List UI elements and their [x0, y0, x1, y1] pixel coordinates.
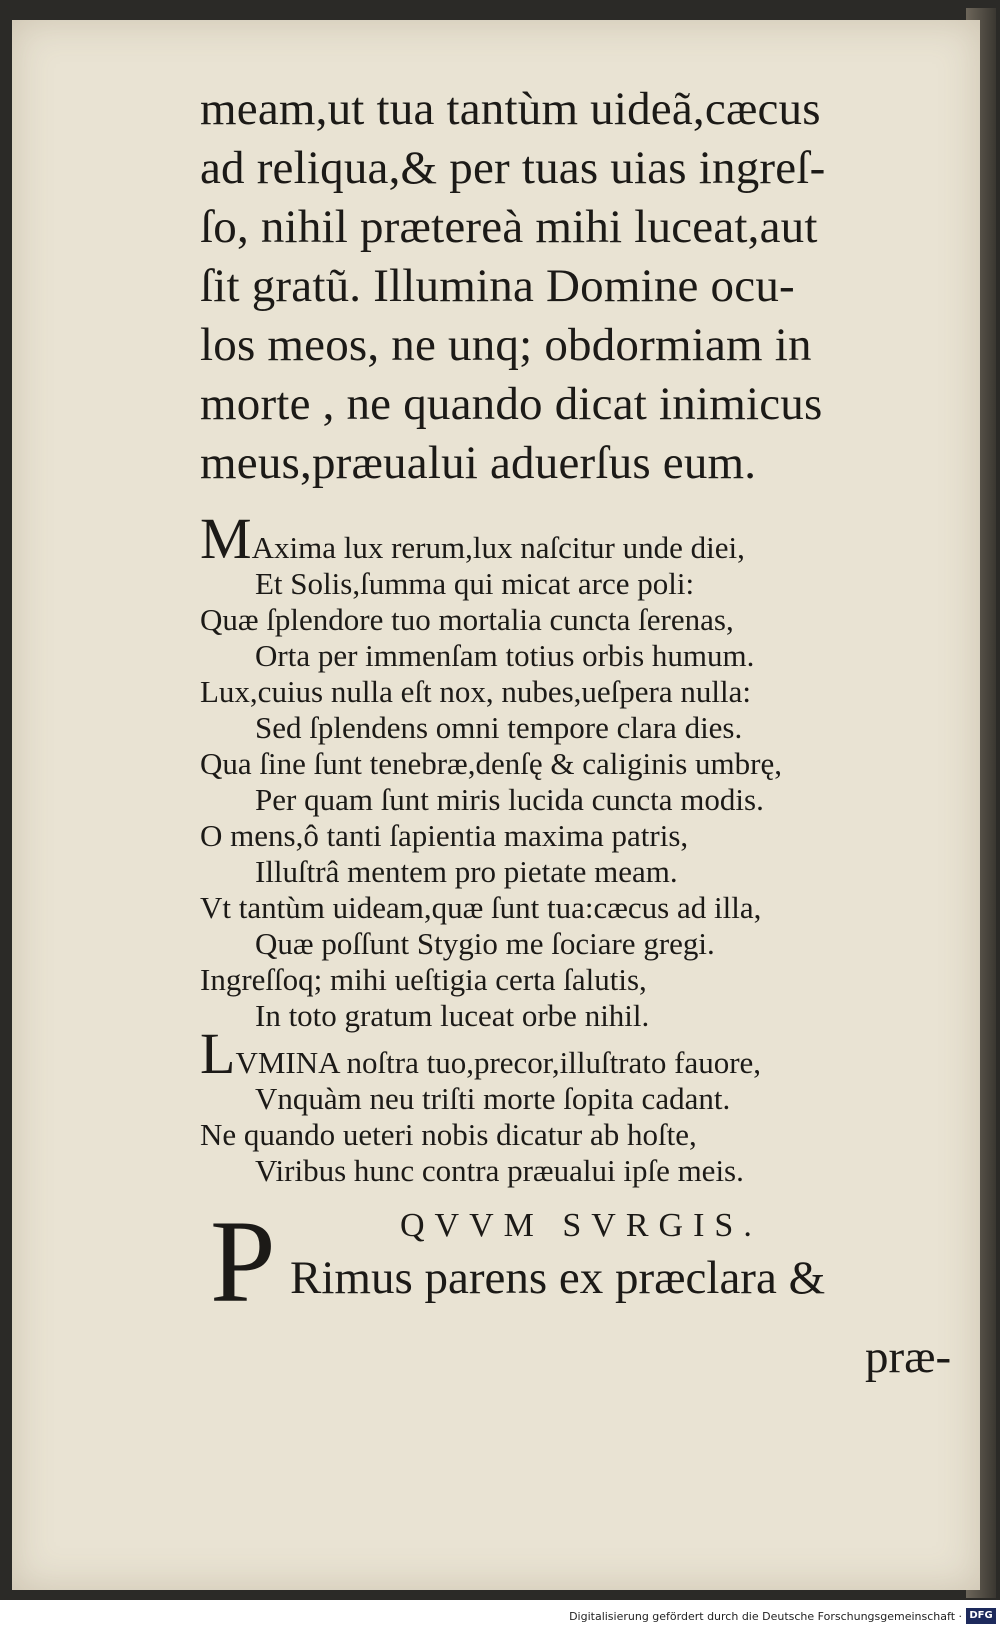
decorated-initial: P — [210, 1196, 276, 1327]
verse-line: Illuſtrâ mentem pro pietate meam. — [255, 854, 678, 889]
verse-line: Quæ ſplendore tuo mortalia cuncta ſerenas, — [200, 602, 734, 637]
verse-line: Ingreſſoq; mihi ueſtigia certa ſalutis, — [200, 962, 647, 997]
section-heading: QVVM SVRGIS. — [400, 1207, 762, 1244]
verse-line: Orta per immenſam totius orbis humum. — [255, 638, 755, 673]
verse-line: Vnquàm neu triſti morte ſopita cadant. — [255, 1081, 731, 1116]
verse-text: Axima lux rerum,lux naſcitur unde diei, — [251, 530, 745, 565]
verse-line: Quæ poſſunt Stygio me ſociare gregi. — [255, 926, 715, 961]
verse-line: Viribus hunc contra præualui ipſe meis. — [255, 1153, 744, 1188]
verse-line — [200, 1021, 970, 1086]
prose-line: ad reliqua,& per tuas uias ingreſ- — [200, 142, 826, 194]
verse-stanza-1 — [200, 506, 970, 1189]
verse-line: Vt tantùm uideam,quæ ſunt tua:cæcus ad illa, — [200, 890, 762, 925]
verse-line: Et Solis,ſumma qui micat arce poli: — [255, 566, 695, 601]
drop-cap: L — [200, 1021, 236, 1086]
verse-line — [200, 506, 970, 571]
verse-line: Per quam ſunt miris lucida cuncta modis. — [255, 782, 764, 817]
prose-line: ſo, nihil prætereà mihi luceat,aut — [200, 201, 818, 253]
verse-line: Ne quando ueteri nobis dicatur ab hoſte, — [200, 1117, 697, 1152]
verse-line: Sed ſplendens omni tempore clara dies. — [255, 710, 743, 745]
prose-line: meam,ut tua tantùm uideã,cæcus — [200, 83, 821, 135]
section-start — [200, 1196, 970, 1337]
verse-line: Lux,cuius nulla eſt nox, nubes,ueſpera nulla: — [200, 674, 751, 709]
footer-bar — [0, 1600, 1000, 1633]
footer-credit: Digitalisierung gefördert durch die Deutsche Forschungsgemeinschaft · — [569, 1610, 962, 1623]
prose-line: los meos, ne unq; obdormiam in — [200, 319, 812, 371]
catchword: præ- — [865, 1331, 952, 1383]
drop-cap: M — [200, 506, 252, 571]
verse-text: VMINA noſtra tuo,precor,illuſtrato fauore, — [235, 1045, 762, 1080]
prose-line: morte , ne quando dicat inimicus — [200, 378, 823, 430]
prose-line: ſit gratũ. Illumina Domine ocu- — [200, 260, 795, 312]
verse-line: O mens,ô tanti ſapientia maxima patris, — [200, 818, 689, 853]
section-first-line: Rimus parens ex præclara & — [290, 1252, 826, 1304]
page-text — [200, 80, 970, 1337]
dfg-logo-icon: DFG — [966, 1608, 996, 1624]
verse-line: In toto gratum luceat orbe nihil. — [255, 998, 650, 1033]
prose-paragraph — [200, 80, 970, 493]
prose-line: meus,præualui aduerſus eum. — [200, 437, 757, 489]
verse-line: Qua ſine ſunt tenebræ,denſę & caliginis umbrę, — [200, 746, 782, 781]
verse-stanza-2 — [200, 1021, 970, 1189]
